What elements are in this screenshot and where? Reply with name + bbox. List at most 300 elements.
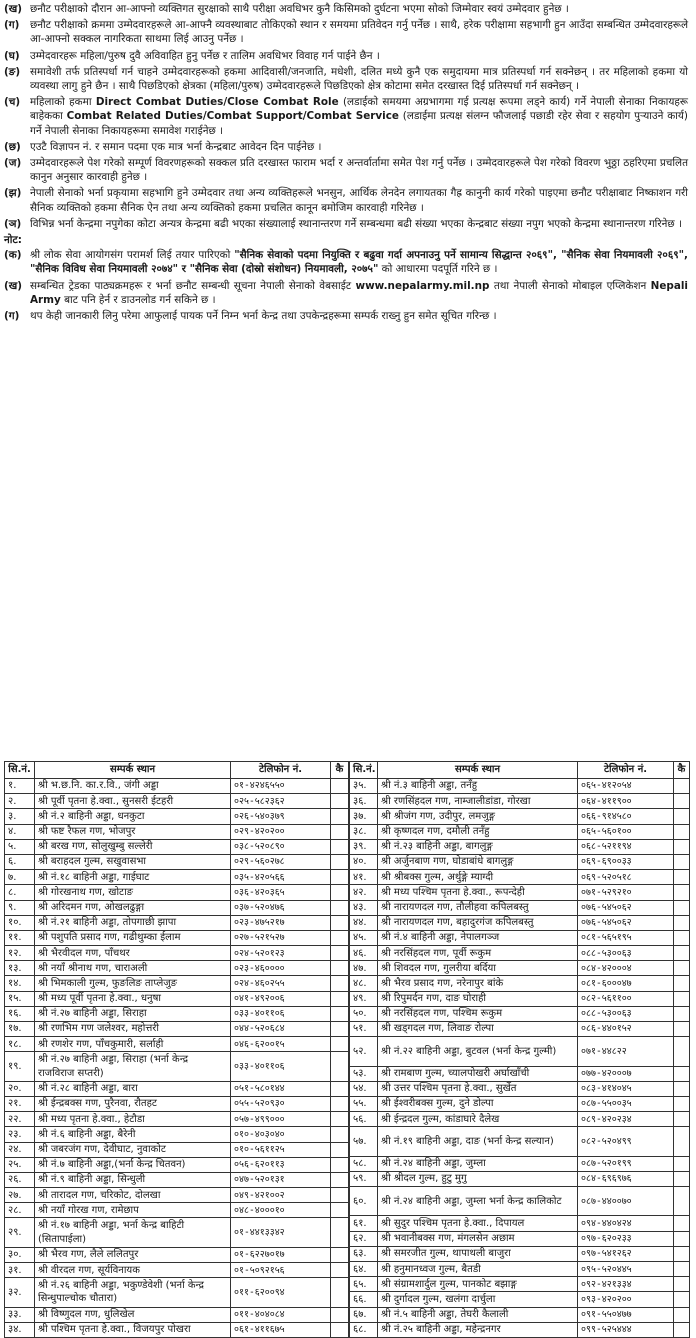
table-row <box>350 1246 690 1261</box>
row-location: श्री मध्य पश्चिम पृतना हे.क्वा., रूपन्देही <box>378 885 578 900</box>
row-location: श्री नारायणदल गण, तौलीहवा कपिलबस्तु <box>378 900 578 915</box>
table-row <box>5 824 349 839</box>
note-label: (क) <box>4 249 22 262</box>
condition-text-run: विभिन्न भर्ना केन्द्रमा नपुगेका कोटा अन्यत्र केन्द्रमा बढी भएका संख्यालाई स्थानान्तरण गर्ने सम्बन्धमा बढी संख्या भएका केन्द्रबाट संख्या नपुग भएको केन्द्रमा स्थानान्तरण गरिनेछ । <box>30 217 682 230</box>
row-phone: ०४६-६२००१५ <box>231 1037 331 1052</box>
table-row <box>5 930 349 945</box>
row-location: श्री भैरव गण, लैले ललितपुर <box>35 1247 231 1262</box>
contact-table-right <box>349 761 690 1338</box>
row-serial: २५. <box>5 1157 35 1172</box>
header-sn: सि.नं. <box>5 762 35 779</box>
row-location: श्री नं.२६ बाहिनी अड्डा, भकुण्डेवेशी (भर्ना केन्द्र सिन्धुपाल्चोक चौतारा) <box>35 1278 231 1307</box>
row-location: श्री फष्ट रैफल गण, भोजपुर <box>35 824 231 839</box>
row-serial: ३०. <box>5 1247 35 1262</box>
conditions-list <box>4 2 688 231</box>
table-row <box>350 824 690 839</box>
condition-item <box>4 18 688 46</box>
row-serial: ४७. <box>350 961 378 976</box>
row-serial: ४८. <box>350 976 378 991</box>
table-row <box>350 1022 690 1037</box>
row-serial: १९. <box>5 1052 35 1081</box>
row-location: श्री रणभिम गण जलेश्वर, महोत्तरी <box>35 1022 231 1037</box>
condition-label: (ख) <box>4 3 22 15</box>
row-location: श्री वीरदल गण, सूर्यविनायक <box>35 1263 231 1278</box>
row-phone: ०१-४४१३३४२ <box>231 1218 331 1247</box>
row-phone: ०२४-४६०२५५ <box>231 976 331 991</box>
row-serial: ५१. <box>350 1022 378 1037</box>
condition-text-run: (लडाईको समयमा अग्रभागमा गई प्रत्यक्ष रूपमा लड्ने कार्य) गर्ने नेपाली सेनाका निकायहरू बाहेकका <box>30 96 688 123</box>
row-phone: ०१-६२२७०१७ <box>231 1247 331 1262</box>
row-ext <box>674 1246 690 1261</box>
condition-text <box>30 49 688 63</box>
row-phone: ०७१-४४८२२ <box>578 1037 674 1066</box>
table-row <box>350 839 690 854</box>
row-ext <box>674 1322 690 1337</box>
row-phone: ०९७-६२०२३३ <box>578 1231 674 1246</box>
row-location: श्री नं.२४ बाहिनी अड्डा, जुम्ला <box>378 1156 578 1171</box>
condition-label: (झ) <box>4 187 22 200</box>
row-ext <box>674 1262 690 1277</box>
row-ext <box>674 961 690 976</box>
table-row <box>5 1188 349 1203</box>
row-ext <box>331 870 349 885</box>
row-location: श्री खड्गदल गण, लिवाङ रोल्पा <box>378 1022 578 1037</box>
row-ext <box>331 1127 349 1142</box>
table-row <box>350 1262 690 1277</box>
row-serial: ४२. <box>350 885 378 900</box>
row-serial: २६. <box>5 1172 35 1187</box>
row-phone: ०७१-५२९२१० <box>578 885 674 900</box>
row-location: श्री भिमकाली गुल्म, फुङलिङ ताप्लेजुङ <box>35 976 231 991</box>
table-row <box>350 1277 690 1292</box>
row-serial: ५६. <box>350 1112 378 1127</box>
row-phone: ०३५-४२०५६६ <box>231 870 331 885</box>
row-serial: ३४. <box>5 1322 35 1337</box>
row-serial: ६. <box>5 854 35 869</box>
condition-item <box>4 95 688 138</box>
row-phone: ०७६-५४५०६२ <box>578 915 674 930</box>
table-row <box>5 1112 349 1127</box>
row-location: श्री नं.९ बाहिनी अड्डा, सिन्धुली <box>35 1172 231 1187</box>
condition-item <box>4 65 688 93</box>
row-serial: ६०. <box>350 1187 378 1216</box>
table-row <box>5 976 349 991</box>
row-phone: ०४९-४२१००२ <box>231 1188 331 1203</box>
condition-text <box>30 65 688 93</box>
row-ext <box>674 915 690 930</box>
table-row <box>5 870 349 885</box>
row-serial: ५५. <box>350 1096 378 1111</box>
condition-text-run: उम्मेदवारहरू महिला/पुरुष दुवै अविवाहित हुनु पर्नेछ र तालिम अवधिभर विवाह गर्न पाईने छैन । <box>30 49 380 62</box>
table-row <box>5 809 349 824</box>
row-location: श्री समरजीत गुल्म, थापाथली बाजुरा <box>378 1246 578 1261</box>
condition-text <box>30 186 688 214</box>
row-serial: ६७. <box>350 1307 378 1322</box>
row-location: श्री नं.४ बाहिनी अड्डा, नेपालगञ्ज <box>378 930 578 945</box>
row-ext <box>674 809 690 824</box>
note-text-run: थप केही जानकारी लिनु परेमा आफुलाई पायक पर्ने निम्न भर्ना केन्द्र तथा उपकेन्द्रहरूमा सम्पर्क राख्नु हुन समेत सूचित गरिन्छ । <box>30 310 497 323</box>
row-location: श्री ईन्द्रबक्स गण, पुरैनवा, रौतहट <box>35 1096 231 1111</box>
row-phone: ०३८-५२०८९० <box>231 839 331 854</box>
row-phone: ०३७-५२०४७६ <box>231 900 331 915</box>
row-serial: ३२. <box>5 1278 35 1307</box>
notes-list <box>4 248 688 323</box>
condition-text <box>30 156 688 184</box>
row-ext <box>674 1156 690 1171</box>
row-serial: ४०. <box>350 854 378 869</box>
note-bold-run: Nepali Army <box>30 279 688 306</box>
table-row <box>350 1006 690 1021</box>
row-phone: ०६६-९१४५८० <box>578 809 674 824</box>
condition-label: (घ) <box>4 49 20 62</box>
row-ext <box>674 991 690 1006</box>
row-serial: ६६. <box>350 1292 378 1307</box>
row-phone: ०८८-५३००६३ <box>578 946 674 961</box>
row-location: श्री नं.६ बाहिनी अड्डा, बैरेनी <box>35 1127 231 1142</box>
row-ext <box>331 824 349 839</box>
note-label: (ग) <box>4 310 20 323</box>
row-phone: ०५५-५२०९३० <box>231 1096 331 1111</box>
row-ext <box>331 930 349 945</box>
row-phone: ०८९-४२०२३४ <box>578 1112 674 1127</box>
note-item <box>4 279 688 307</box>
row-location: श्री रामबाण गुल्म, च्यालपोखरी अर्घाखाँची <box>378 1066 578 1081</box>
row-serial: २३. <box>5 1127 35 1142</box>
condition-bold-run: Direct Combat Duties/Close Combat Role <box>95 96 339 109</box>
row-serial: ३७. <box>350 809 378 824</box>
row-ext <box>674 870 690 885</box>
header-phone: टेलिफोन नं. <box>578 762 674 779</box>
row-serial: २१. <box>5 1096 35 1111</box>
row-ext <box>331 1278 349 1307</box>
row-phone: ०९९-५२५४४४ <box>578 1322 674 1337</box>
table-row <box>350 915 690 930</box>
row-serial: ४१. <box>350 870 378 885</box>
row-phone: ०८१-६०००४७ <box>578 976 674 991</box>
row-location: श्री भ.छ.नि. का.र.वि., जंगी अड्डा <box>35 779 231 794</box>
row-phone: ०३३-४०११०६ <box>231 1006 331 1021</box>
row-serial: २८. <box>5 1203 35 1218</box>
row-phone: ०७६-५४५०६२ <box>578 900 674 915</box>
row-phone: ०२९-४२०२०० <box>231 824 331 839</box>
row-phone: ०२६-५४०३७९ <box>231 809 331 824</box>
contact-table-left <box>4 761 349 1338</box>
row-phone: ०२७-५२१५२७ <box>231 930 331 945</box>
condition-label: (ज) <box>4 157 22 170</box>
table-row <box>5 1052 349 1081</box>
table-row <box>350 961 690 976</box>
row-ext <box>331 1157 349 1172</box>
row-phone: ०२३-४७५२१७ <box>231 915 331 930</box>
row-phone: ०९१-५५०४७७ <box>578 1307 674 1322</box>
table-row <box>5 1172 349 1187</box>
row-location: श्री नं.२२ बाहिनी अड्डा, बुटवल (भर्ना केन्द्र गुल्मी) <box>378 1037 578 1066</box>
row-location: श्री नरसिंहदल गण, पश्चिम रूकुम <box>378 1006 578 1021</box>
row-ext <box>331 839 349 854</box>
note-text-run: तथा नेपाली सेनाको मोबाइल एप्लिकेशन <box>489 279 651 292</box>
condition-text-run: उम्मेदवारहरूले पेश गरेको सम्पूर्ण विवरणहरूको सक्कल प्रति दरखास्त फाराम भर्दा र अन्तर्वार्तामा समेत पेश गर्नु पर्नेछ । उम्मेदवारहरूले पेश गरेको विवरण भुठ्ठा ठहरिएमा प्रचलित कानुन अनुसार कारवाही हुनेछ । <box>30 157 688 184</box>
row-ext <box>331 779 349 794</box>
row-location: श्री सुदुर पश्चिम पृतना हे.क्वा., दिपायल <box>378 1216 578 1231</box>
table-row <box>5 1127 349 1142</box>
row-serial: १७. <box>5 1022 35 1037</box>
row-location: श्री गोरखनाथ गण, खोटाङ <box>35 885 231 900</box>
row-ext <box>331 946 349 961</box>
table-row <box>350 1231 690 1246</box>
row-location: श्री श्रीदल गुल्म, हुटु मुगु <box>378 1171 578 1186</box>
condition-text-run: नेपाली सेनाको भर्ना प्रकृयामा सहभागि हुने उम्मेदवार तथा अन्य व्यक्तिहरूले भनसुन, आर्थिक लेनदेन लगायतका गैह्र कानुनी कार्य गरेको पाइएमा छनौट परीक्षाबाट निष्काशन गरी सैनिक व्यक्तिको हकमा सैनिक ऐन तथा अन्य व्यक्तिको हकमा प्रचलित कानून बमोजिम कारवाही गरिनेछ । <box>30 187 688 214</box>
table-row <box>5 1022 349 1037</box>
row-phone: ०८४-४२०००४ <box>578 961 674 976</box>
table-row <box>350 1156 690 1171</box>
row-ext <box>331 1112 349 1127</box>
row-phone: ०११-६२००९४ <box>231 1278 331 1307</box>
row-phone: ०९४-४४०४२४ <box>578 1216 674 1231</box>
row-ext <box>674 1231 690 1246</box>
table-row <box>5 1218 349 1247</box>
row-serial: ६३. <box>350 1246 378 1261</box>
condition-text-run: (लडाईमा प्रत्यक्ष संलग्न फौजलाई पछाडी रहेर सेवा र सहयोग पुऱ्याउने कार्य) गर्ने नेपाली सेनाका निकायहरूमा समावेश गराईनेछ । <box>30 110 688 137</box>
row-phone: ०५६-६२०११३ <box>231 1157 331 1172</box>
condition-label: (छ) <box>4 140 21 153</box>
row-serial: ४३. <box>350 900 378 915</box>
row-phone: ०८२-५६११०० <box>578 991 674 1006</box>
condition-item <box>4 156 688 184</box>
row-ext <box>674 1112 690 1127</box>
row-serial: ५७. <box>350 1127 378 1156</box>
table-row <box>350 991 690 1006</box>
table-row <box>5 779 349 794</box>
table-row <box>350 1096 690 1111</box>
row-location: श्री नयाँ श्रीनाथ गण, चाराअली <box>35 961 231 976</box>
row-serial: २२. <box>5 1112 35 1127</box>
row-ext <box>674 824 690 839</box>
row-location: श्री नं.२१ बाहिनी अड्डा, तोपगाछी झापा <box>35 915 231 930</box>
row-serial: ४६. <box>350 946 378 961</box>
table-row <box>350 1171 690 1186</box>
table-row <box>5 1081 349 1096</box>
header-location: सम्पर्क स्थान <box>35 762 231 779</box>
row-ext <box>674 839 690 854</box>
row-ext <box>331 809 349 824</box>
row-ext <box>674 930 690 945</box>
row-location: श्री अरिदमन गण, ओखलढुङ्गा <box>35 900 231 915</box>
note-text <box>30 309 688 323</box>
row-phone: ०८३-४१४०४५ <box>578 1081 674 1096</box>
row-serial: ३१. <box>5 1263 35 1278</box>
row-location: श्री नं.५ बाहिनी अड्डा, तेघरी कैलाली <box>378 1307 578 1322</box>
row-ext <box>674 1127 690 1156</box>
header-location: सम्पर्क स्थान <box>378 762 578 779</box>
row-serial: २७. <box>5 1188 35 1203</box>
row-location: श्री नं.२७ बाहिनी अड्डा, सिराहा (भर्ना केन्द्र राजविराज सप्तरी) <box>35 1052 231 1081</box>
row-phone: ०८७-४४००७० <box>578 1187 674 1216</box>
row-serial: ६८. <box>350 1322 378 1337</box>
row-phone: ०८२-५२०४९९ <box>578 1127 674 1156</box>
row-ext <box>331 1172 349 1187</box>
row-phone: ०२४-५२०१२३ <box>231 946 331 961</box>
notice-page <box>4 0 688 1336</box>
table-row <box>350 1066 690 1081</box>
table-row <box>350 1081 690 1096</box>
row-serial: ६१. <box>350 1216 378 1231</box>
row-location: श्री नं.१७ बाहिनी अड्डा, भर्ना केन्द्र बाहिटी (सितापाईला) <box>35 1218 231 1247</box>
row-phone: ०८८-५३००६३ <box>578 1006 674 1021</box>
row-phone: ०२९-५६०२७८ <box>231 854 331 869</box>
row-serial: ७. <box>5 870 35 885</box>
table-row <box>5 1037 349 1052</box>
condition-bold-run: Combat Related Duties/Combat Support/Combat Service <box>66 110 399 123</box>
row-serial: १५. <box>5 991 35 1006</box>
table-row <box>5 946 349 961</box>
row-serial: ३९. <box>350 839 378 854</box>
condition-text-run: छनौट परीक्षाको क्रममा उम्मेदवारहरूले आ-आफ्नै व्यवस्थाबाट तोकिएको स्थान र समयमा प्रतिवेदन गर्नु पर्नेछ । साथै, हरेक परीक्षामा सहभागी हुन आउँदा सम्बन्धित उम्मेदवारहरूले आ-आफ्नो सक्कल नागरिकता साथमा लिई आउनु पर्नेछ । <box>30 19 688 46</box>
row-serial: ४९. <box>350 991 378 1006</box>
row-phone: ०६४-४११९०० <box>578 794 674 809</box>
row-phone: ०३३-४०११०६ <box>231 1052 331 1081</box>
row-phone: ०६९-५२०५१८ <box>578 870 674 885</box>
row-ext <box>331 1006 349 1021</box>
row-serial: ११. <box>5 930 35 945</box>
row-phone: ०८४-६९६९७६ <box>578 1171 674 1186</box>
row-ext <box>331 1247 349 1262</box>
table-row <box>5 1263 349 1278</box>
row-ext <box>331 1322 349 1337</box>
row-serial: १४. <box>5 976 35 991</box>
row-phone: ०६१-४११६७५ <box>231 1322 331 1337</box>
table-row <box>350 1037 690 1066</box>
row-ext <box>674 900 690 915</box>
condition-item <box>4 140 688 154</box>
row-phone: ०६८-५२११९४ <box>578 839 674 854</box>
row-phone: ०६५-५६०१०० <box>578 824 674 839</box>
row-ext <box>674 1277 690 1292</box>
row-ext <box>331 1037 349 1052</box>
table-row <box>5 1096 349 1111</box>
row-location: श्री नयाँ गोरख गण, रामेछाप <box>35 1203 231 1218</box>
row-ext <box>331 1218 349 1247</box>
row-ext <box>331 915 349 930</box>
row-serial: १६. <box>5 1006 35 1021</box>
row-serial: ५. <box>5 839 35 854</box>
row-location: श्री विष्णुदल गण, धुलिखेल <box>35 1307 231 1322</box>
row-phone: ०६९-६९००३३ <box>578 854 674 869</box>
condition-text-run: महिलाको हकमा <box>30 96 96 109</box>
row-location: श्री कृष्णदल गण, दमौली तनँहु <box>378 824 578 839</box>
row-ext <box>674 976 690 991</box>
table-row <box>350 900 690 915</box>
condition-text <box>30 18 688 46</box>
row-ext <box>674 885 690 900</box>
table-row <box>5 915 349 930</box>
header-ext: कै <box>674 762 690 779</box>
table-row <box>350 779 690 794</box>
condition-label: (ञ) <box>4 217 22 230</box>
row-location: श्री नं.२७ बाहिनी अड्डा, सिराहा <box>35 1006 231 1021</box>
row-location: श्री रिपुमर्दन गण, दाङ घोराही <box>378 991 578 1006</box>
row-phone: ०९३-४२०२०० <box>578 1292 674 1307</box>
condition-text <box>30 140 688 154</box>
row-ext <box>674 1081 690 1096</box>
row-phone: ०४४-५२०६८४ <box>231 1022 331 1037</box>
row-serial: ३. <box>5 809 35 824</box>
table-row <box>350 794 690 809</box>
condition-text <box>30 95 688 138</box>
row-serial: ५२. <box>350 1037 378 1066</box>
row-phone: ०९७-५४१२६२ <box>578 1246 674 1261</box>
condition-item <box>4 186 688 214</box>
row-ext <box>331 1096 349 1111</box>
row-location: श्री अर्जुनबाण गण, घोडाबांधे बागलुङ्ग <box>378 854 578 869</box>
row-location: श्री भैरव प्रसाद गण, नरेनापुर बांके <box>378 976 578 991</box>
table-row <box>5 991 349 1006</box>
condition-text-run: छनौट परीक्षाको दौरान आ-आफ्नो व्यक्तिगत सुरक्षाको साथै परीक्षा अवधिभर कुनै किसिमको दुर्घटना भएमा सोको जिम्मेवार स्वयं उम्मेदवार हुनेछ । <box>30 3 569 15</box>
table-row <box>5 1203 349 1218</box>
row-ext <box>331 1081 349 1096</box>
row-serial: ५३. <box>350 1066 378 1081</box>
note-text-run: सम्बन्धित ट्रेडका पाठ्यक्रमहरू र भर्ना छनौट सम्बन्धी सूचना नेपाली सेनाको वेबसाईट <box>30 279 356 292</box>
row-ext <box>331 1263 349 1278</box>
row-ext <box>331 1142 349 1157</box>
row-ext <box>674 1307 690 1322</box>
row-ext <box>674 1187 690 1216</box>
row-location: श्री श्रीबक्स गुल्म, अर्थुङ्गे म्याग्दी <box>378 870 578 885</box>
row-location: श्री नं.१९ बाहिनी अड्डा, दाङ (भर्ना केन्द्र सल्यान) <box>378 1127 578 1156</box>
table-row <box>5 1157 349 1172</box>
contact-tables <box>4 761 688 1338</box>
row-location: श्री पशुपति प्रसाद गण, गढीथुम्का ईलाम <box>35 930 231 945</box>
header-phone: टेलिफोन नं. <box>231 762 331 779</box>
table-row <box>5 961 349 976</box>
row-serial: ६२. <box>350 1231 378 1246</box>
row-phone: ०५७-४९९००० <box>231 1112 331 1127</box>
note-heading: नोट: <box>4 234 22 247</box>
row-ext <box>331 991 349 1006</box>
row-ext <box>331 900 349 915</box>
row-location: श्री पश्चिम पृतना हे.क्वा., विजयपुर पोखरा <box>35 1322 231 1337</box>
row-location: श्री श्रीजंग गण, उदीपुर, लमजुङ्ग <box>378 809 578 824</box>
row-location: श्री दुर्गादल गुल्म, खलंगा दार्चुला <box>378 1292 578 1307</box>
note-text <box>30 279 688 307</box>
row-serial: ३३. <box>5 1307 35 1322</box>
condition-item <box>4 217 688 231</box>
row-ext <box>331 794 349 809</box>
row-phone: ०२३-४६०००० <box>231 961 331 976</box>
header-ext: कै <box>331 762 349 779</box>
table-row <box>5 1307 349 1322</box>
row-location: श्री मध्य पृतना हे.क्वा., हेटौडा <box>35 1112 231 1127</box>
row-ext <box>674 854 690 869</box>
row-location: श्री रणसिंहदल गण, नाम्जालीडांडा, गोरखा <box>378 794 578 809</box>
row-ext <box>674 1066 690 1081</box>
row-phone: ०१-४२४६५५० <box>231 779 331 794</box>
table-row <box>5 900 349 915</box>
table-row <box>350 1322 690 1337</box>
row-ext <box>331 976 349 991</box>
condition-label: (ग) <box>4 19 20 32</box>
row-serial: ५९. <box>350 1171 378 1186</box>
row-location: श्री हनुमानध्वज गुल्म, बैतडी <box>378 1262 578 1277</box>
row-serial: ४. <box>5 824 35 839</box>
table-row <box>350 1216 690 1231</box>
row-ext <box>331 1022 349 1037</box>
table-row <box>350 809 690 824</box>
row-serial: २. <box>5 794 35 809</box>
row-phone: ०६५-४१२०५४ <box>578 779 674 794</box>
row-ext <box>331 1052 349 1081</box>
row-phone: ०१०-४०३०४० <box>231 1127 331 1142</box>
row-location: श्री रणशेर गण, पाँचकुमारी, सर्लाही <box>35 1037 231 1052</box>
